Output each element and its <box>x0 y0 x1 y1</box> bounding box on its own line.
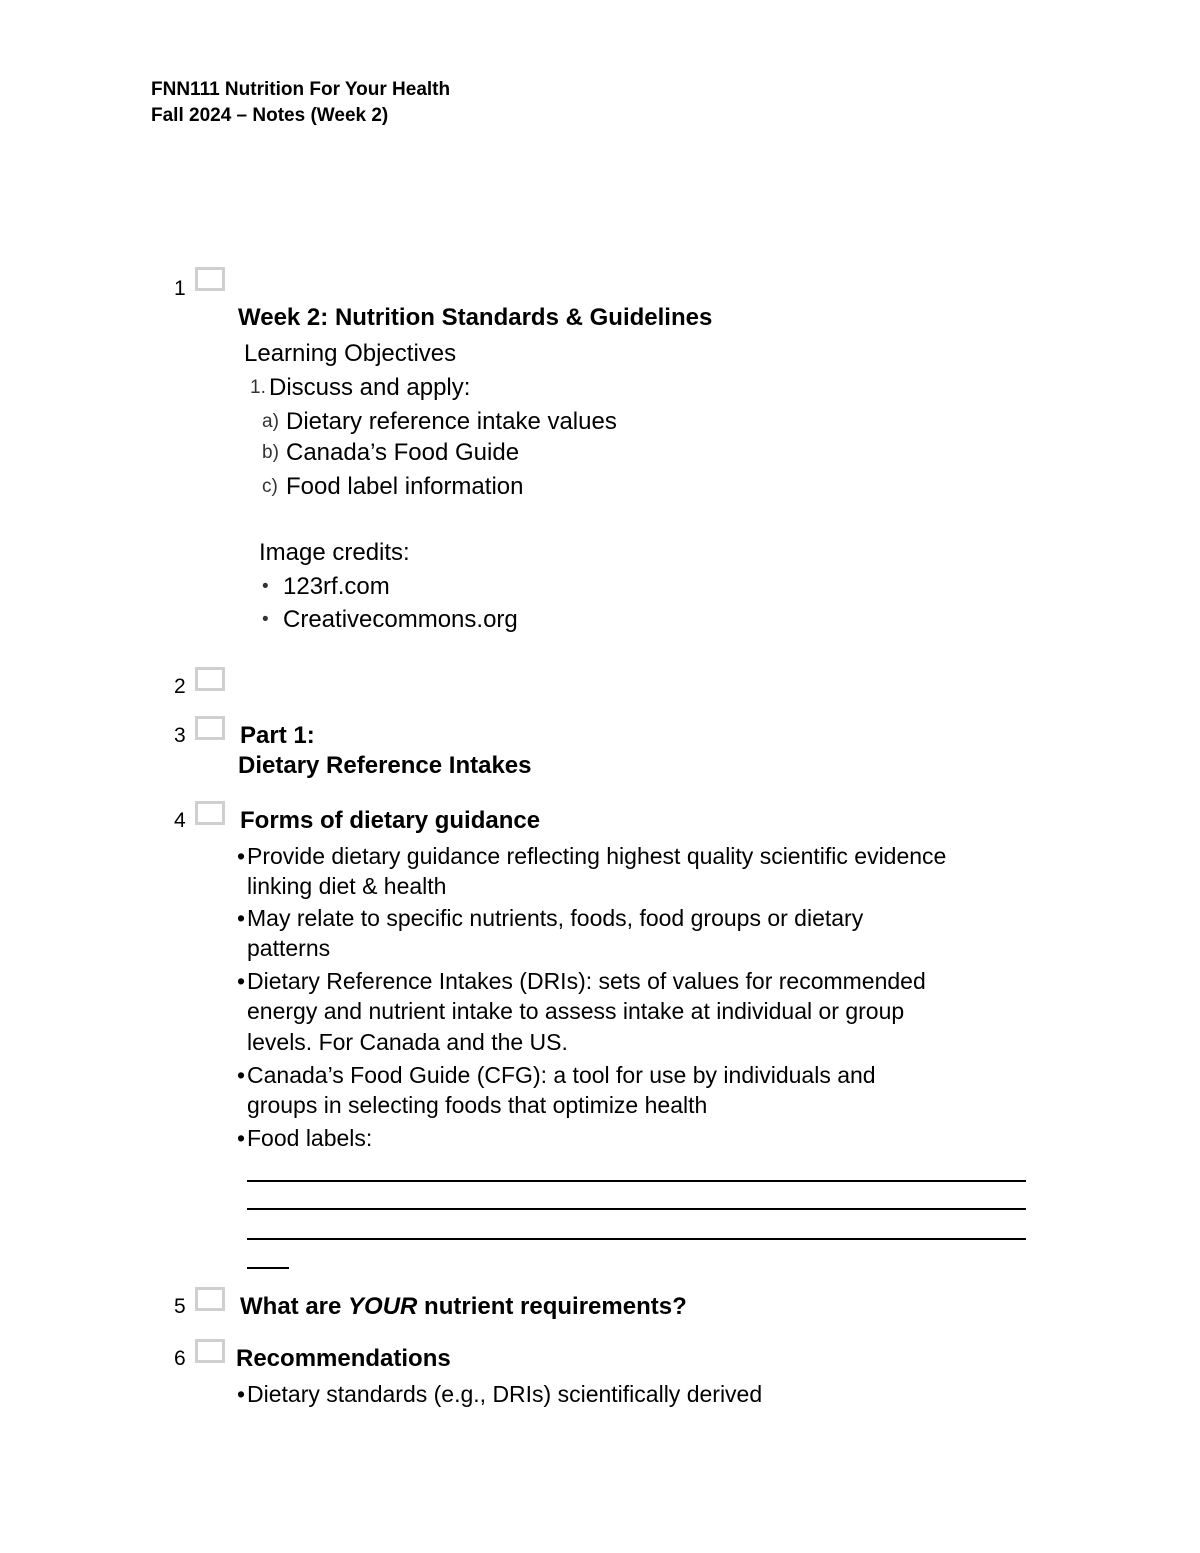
slide-title: Part 1: <box>240 722 315 749</box>
bullet-text-continued: linking diet & health <box>247 873 447 899</box>
bullet-marker: • <box>237 843 246 869</box>
emphasis-text: YOUR <box>348 1293 418 1320</box>
bullet-text-continued: groups in selecting foods that optimize health <box>247 1092 708 1118</box>
objective-text: Discuss and apply: <box>269 374 471 401</box>
course-title: FNN111 Nutrition For Your Health <box>151 79 451 100</box>
slide-number: 5 <box>174 1295 186 1318</box>
slide-title: Recommendations <box>236 1345 451 1372</box>
bullet-text-continued: patterns <box>247 935 331 961</box>
list-item: Canada’s Food Guide <box>286 439 520 466</box>
bullet-marker: • <box>237 1381 246 1407</box>
bullet-marker: • <box>237 1062 246 1088</box>
bullet-text-continued: levels. For Canada and the US. <box>247 1029 568 1055</box>
list-item: Dietary reference intake values <box>286 408 617 435</box>
slide-title: Forms of dietary guidance <box>240 807 541 834</box>
credits-label: Image credits: <box>259 539 410 566</box>
slide-title-line-2: Dietary Reference Intakes <box>238 752 532 779</box>
slide-thumbnail-placeholder <box>195 716 225 740</box>
bullet-marker: • <box>262 609 269 630</box>
slide-subtitle: Learning Objectives <box>244 340 457 367</box>
slide-title: What are YOUR nutrient requirements? <box>240 1293 687 1320</box>
bullet-text: Dietary standards (e.g., DRIs) scientifically derived <box>247 1381 763 1407</box>
slide-thumbnail-placeholder <box>195 667 225 691</box>
answer-blank-line <box>247 1180 1026 1182</box>
bullet-text: May relate to specific nutrients, foods, food groups or dietary <box>247 905 864 931</box>
list-marker: b) <box>262 442 279 463</box>
term-title: Fall 2024 – Notes (Week 2) <box>151 105 389 126</box>
slide-number: 3 <box>174 724 186 747</box>
list-item: Food label information <box>286 473 524 500</box>
credit-item: Creativecommons.org <box>283 606 518 633</box>
list-marker: a) <box>262 411 279 432</box>
credit-item: 123rf.com <box>283 573 390 600</box>
answer-blank-line <box>247 1208 1026 1210</box>
slide-number: 4 <box>174 809 186 832</box>
answer-blank-line <box>247 1238 1026 1240</box>
bullet-text-continued: energy and nutrient intake to assess intake at individual or group <box>247 998 905 1024</box>
bullet-text: Canada’s Food Guide (CFG): a tool for use by individuals and <box>247 1062 876 1088</box>
bullet-text: Provide dietary guidance reflecting highest quality scientific evidence <box>247 843 947 869</box>
slide-thumbnail-placeholder <box>195 801 225 825</box>
slide-number: 1 <box>174 277 186 300</box>
bullet-marker: • <box>237 1125 246 1151</box>
slide-thumbnail-placeholder <box>195 267 225 291</box>
bullet-text: Food labels: <box>247 1125 373 1151</box>
list-marker: 1. <box>250 377 266 398</box>
slide-title: Week 2: Nutrition Standards & Guidelines <box>238 304 713 331</box>
answer-blank-line <box>247 1267 289 1269</box>
bullet-marker: • <box>262 576 269 597</box>
list-marker: c) <box>262 476 278 497</box>
slide-thumbnail-placeholder <box>195 1339 225 1363</box>
bullet-marker: • <box>237 968 246 994</box>
slide-number: 6 <box>174 1347 186 1370</box>
slide-thumbnail-placeholder <box>195 1287 225 1311</box>
bullet-marker: • <box>237 905 246 931</box>
slide-number: 2 <box>174 675 186 698</box>
bullet-text: Dietary Reference Intakes (DRIs): sets of values for recommended <box>247 968 926 994</box>
